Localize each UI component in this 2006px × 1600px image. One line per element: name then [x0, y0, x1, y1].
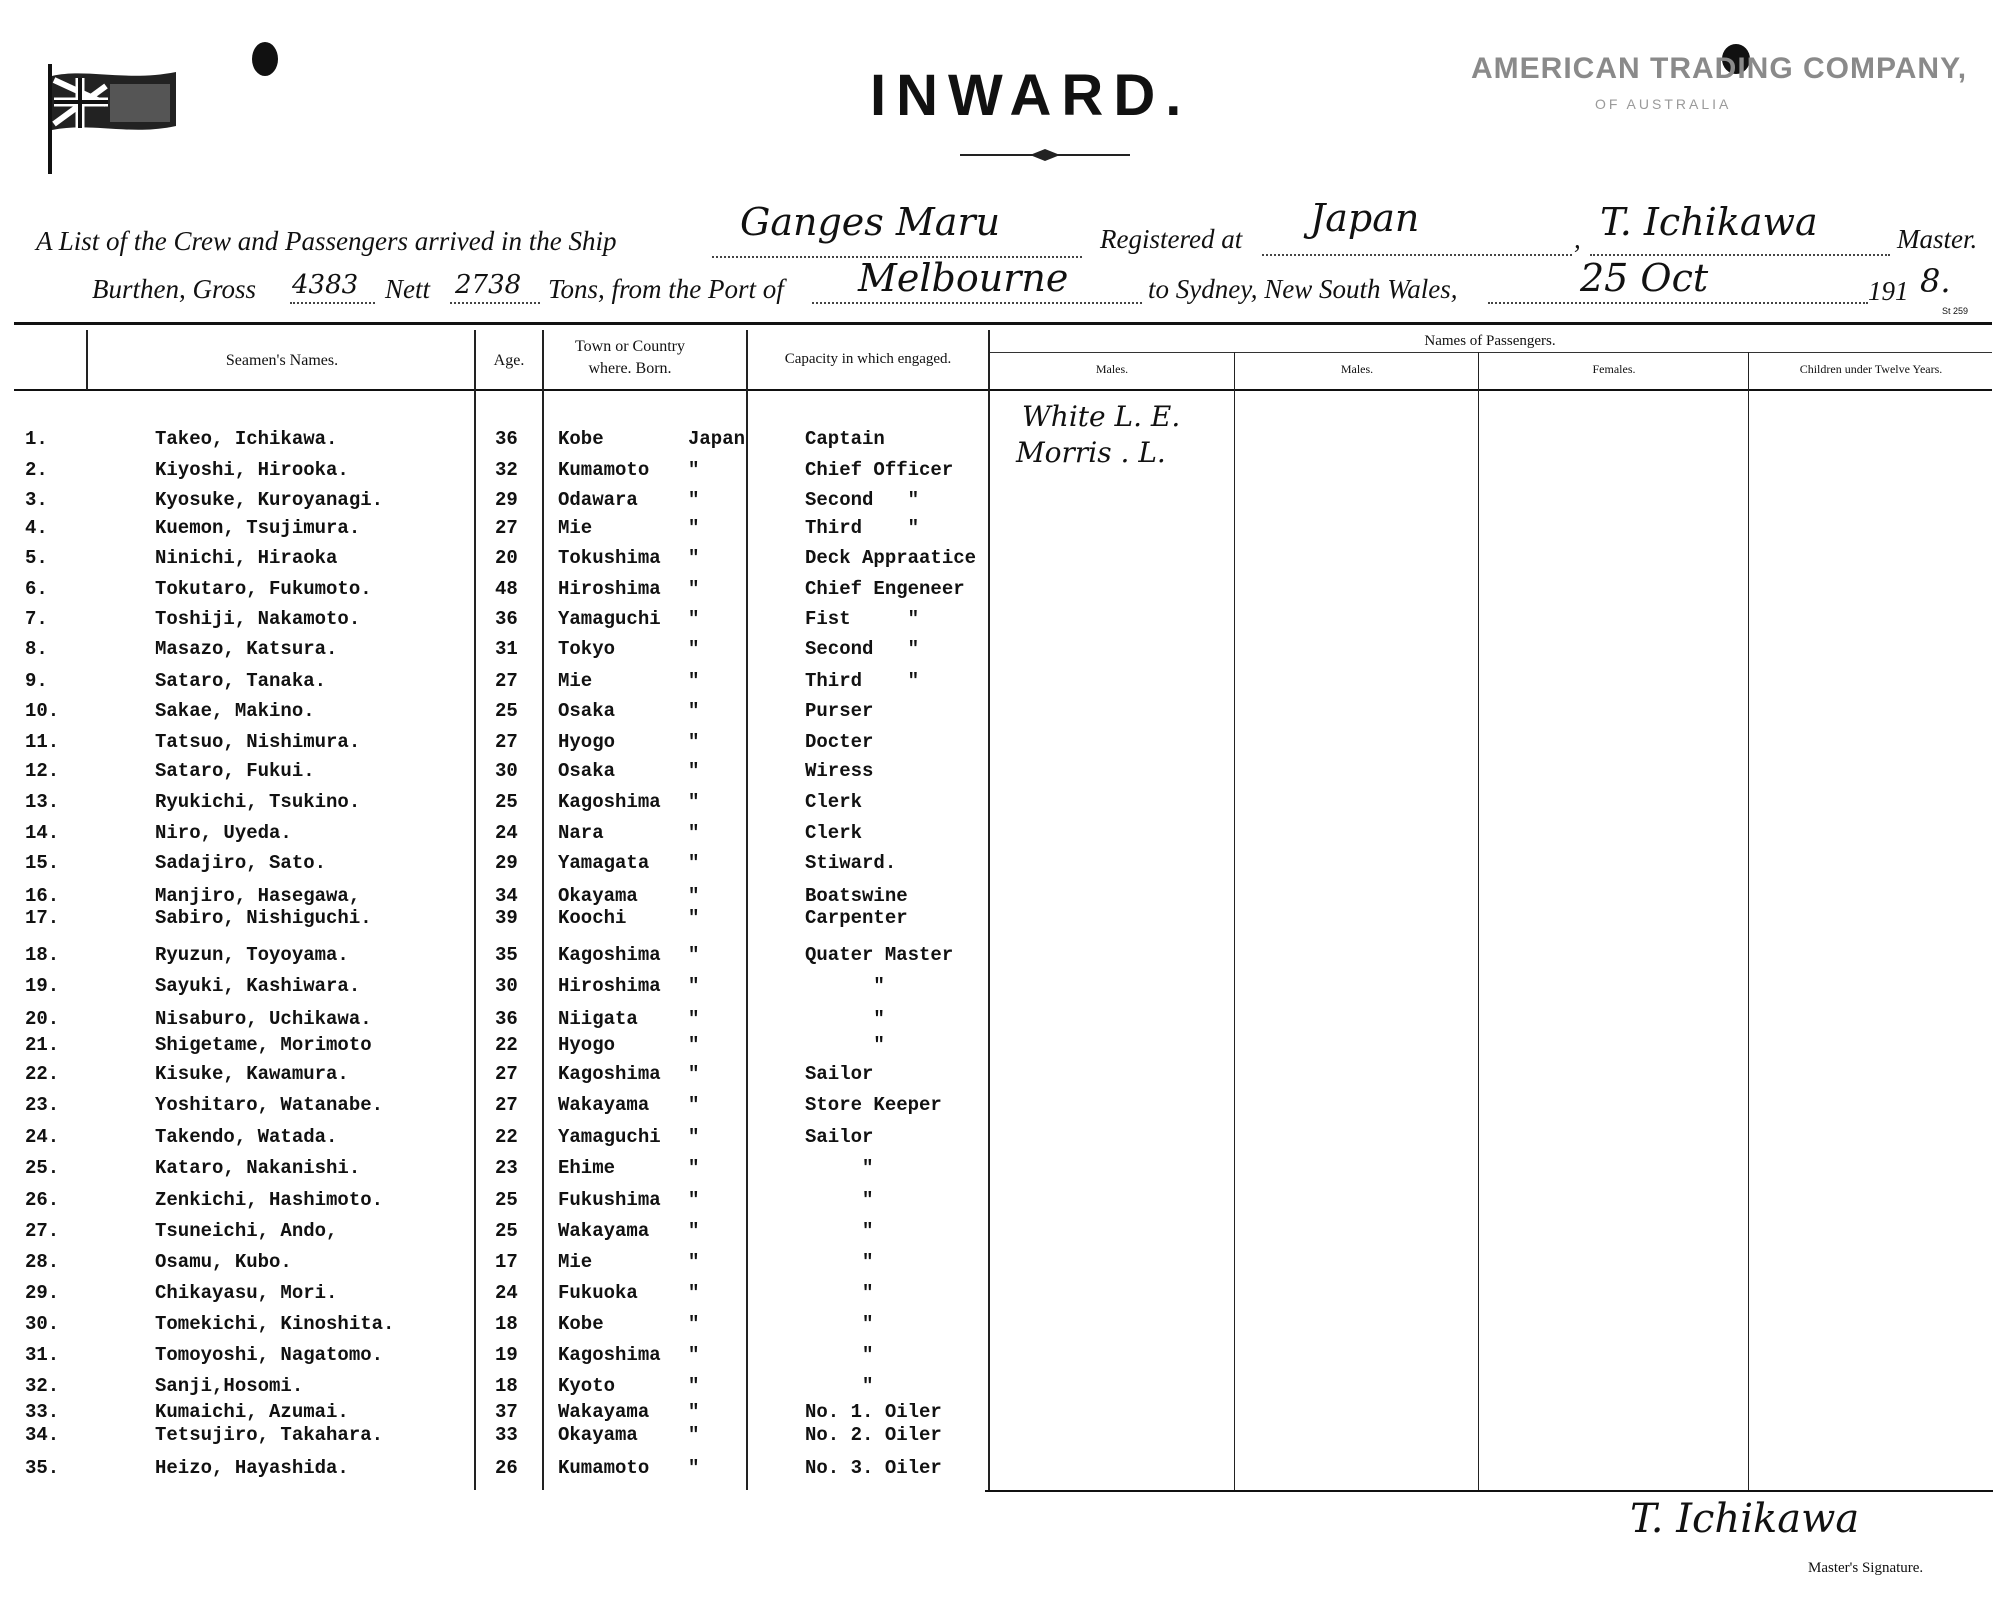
crew-capacity: Sailor: [805, 1063, 874, 1085]
crew-number: 34.: [25, 1424, 60, 1446]
crew-name: Tomekichi, Kinoshita.: [155, 1313, 395, 1335]
crew-age: 35: [495, 944, 518, 966]
crew-row: [0, 1375, 2006, 1397]
crew-age: 17: [495, 1251, 518, 1273]
crew-capacity: ": [805, 1189, 874, 1211]
crew-birthplace: Yamaguchi: [558, 608, 661, 630]
nett-label: Nett: [385, 274, 430, 304]
crew-birthplace: Mie: [558, 670, 593, 692]
crew-age: 27: [495, 517, 518, 539]
crew-row: [0, 1401, 2006, 1423]
crew-country: ": [688, 1126, 700, 1148]
crew-birthplace: Hyogo: [558, 731, 616, 753]
crew-birthplace: Kagoshima: [558, 1063, 661, 1085]
crew-country: ": [688, 1282, 700, 1304]
crew-birthplace: Yamagata: [558, 852, 650, 874]
crew-name: Ninichi, Hiraoka: [155, 547, 338, 569]
crew-capacity: Third ": [805, 517, 920, 539]
table-header-rule: [14, 389, 1992, 391]
crew-birthplace: Yamaguchi: [558, 1126, 661, 1148]
from-port: Melbourne: [858, 256, 1069, 300]
crew-number: 25.: [25, 1157, 60, 1179]
crew-birthplace: Tokushima: [558, 547, 661, 569]
crew-name: Chikayasu, Mori.: [155, 1282, 338, 1304]
crew-age: 34: [495, 885, 518, 907]
crew-capacity: Carpenter: [805, 907, 908, 929]
crew-number: 9.: [25, 670, 48, 692]
crew-capacity: Clerk: [805, 791, 863, 813]
crew-name: Kiyoshi, Hirooka.: [155, 459, 349, 481]
crew-birthplace: Kumamoto: [558, 459, 650, 481]
crew-name: Kyosuke, Kuroyanagi.: [155, 489, 384, 511]
crew-age: 27: [495, 1094, 518, 1116]
crew-birthplace: Kobe: [558, 428, 604, 450]
crew-number: 2.: [25, 459, 48, 481]
crew-country: ": [688, 1251, 700, 1273]
crew-age: 36: [495, 1008, 518, 1030]
crew-number: 12.: [25, 760, 60, 782]
crew-number: 18.: [25, 944, 60, 966]
crew-age: 24: [495, 1282, 518, 1304]
crew-country: ": [688, 1313, 700, 1335]
crew-country: ": [688, 907, 700, 929]
passenger-subheader-rule: [990, 352, 1992, 353]
crew-name: Tsuneichi, Ando,: [155, 1220, 338, 1242]
crew-number: 21.: [25, 1034, 60, 1056]
crew-age: 22: [495, 1126, 518, 1148]
crew-capacity: Second ": [805, 489, 920, 511]
crew-capacity: Deck Appraatice: [805, 547, 977, 569]
ink-blot: [252, 42, 278, 76]
crew-capacity: Boatswine: [805, 885, 908, 907]
column-header-town: Town or Country where. Born.: [575, 338, 685, 377]
crew-capacity: Second ": [805, 638, 920, 660]
crew-age: 27: [495, 670, 518, 692]
year-prefix: 191: [1868, 276, 1909, 306]
ship-name: Ganges Maru: [740, 200, 1001, 244]
crew-birthplace: Fukuoka: [558, 1282, 638, 1304]
crew-capacity: Fist ": [805, 608, 920, 630]
crew-number: 14.: [25, 822, 60, 844]
crew-capacity: Captain: [805, 428, 885, 450]
crew-age: 25: [495, 1189, 518, 1211]
crew-capacity: ": [805, 1375, 874, 1397]
crew-number: 23.: [25, 1094, 60, 1116]
master-signature: T. Ichikawa: [1630, 1496, 1860, 1542]
crew-birthplace: Odawara: [558, 489, 638, 511]
crew-age: 23: [495, 1157, 518, 1179]
crew-birthplace: Kobe: [558, 1313, 604, 1335]
crew-birthplace: Niigata: [558, 1008, 638, 1030]
arrival-date: 25 Oct: [1580, 256, 1709, 300]
crew-country: Japan: [688, 428, 746, 450]
crew-birthplace: Hiroshima: [558, 975, 661, 997]
crew-age: 32: [495, 459, 518, 481]
crew-birthplace: Wakayama: [558, 1401, 650, 1423]
crew-capacity: No. 3. Oiler: [805, 1457, 942, 1479]
crew-capacity: ": [805, 1251, 874, 1273]
crew-country: ": [688, 885, 700, 907]
crew-age: 29: [495, 489, 518, 511]
crew-row: [0, 907, 2006, 929]
crew-country: ": [688, 1189, 700, 1211]
crew-country: ": [688, 975, 700, 997]
crew-country: ": [688, 1424, 700, 1446]
crew-country: ": [688, 608, 700, 630]
crew-row: [0, 760, 2006, 782]
crew-capacity: Sailor: [805, 1126, 874, 1148]
crew-birthplace: Osaka: [558, 760, 616, 782]
crew-row: [0, 1157, 2006, 1179]
crew-age: 25: [495, 1220, 518, 1242]
crew-row: [0, 885, 2006, 907]
crew-name: Takeo, Ichikawa.: [155, 428, 338, 450]
crew-name: Toshiji, Nakamoto.: [155, 608, 361, 630]
column-header-children: Children under Twelve Years.: [1799, 362, 1943, 376]
crew-row: [0, 975, 2006, 997]
crew-capacity: ": [805, 1008, 885, 1030]
crew-number: 16.: [25, 885, 60, 907]
crew-country: ": [688, 638, 700, 660]
crew-birthplace: Wakayama: [558, 1220, 650, 1242]
master-name: T. Ichikawa: [1600, 200, 1818, 244]
crew-number: 22.: [25, 1063, 60, 1085]
crew-number: 3.: [25, 489, 48, 511]
crew-capacity: Store Keeper: [805, 1094, 942, 1116]
form-code: St 259: [1942, 306, 1969, 316]
crew-number: 31.: [25, 1344, 60, 1366]
crew-age: 22: [495, 1034, 518, 1056]
crew-row: [0, 1220, 2006, 1242]
registered-at: Japan: [1310, 196, 1420, 240]
crew-country: ": [688, 1375, 700, 1397]
crew-name: Sayuki, Kashiwara.: [155, 975, 361, 997]
crew-birthplace: Fukushima: [558, 1189, 661, 1211]
crew-number: 13.: [25, 791, 60, 813]
table-top-rule: [14, 322, 1992, 325]
crew-birthplace: Mie: [558, 1251, 593, 1273]
crew-name: Sakae, Makino.: [155, 700, 315, 722]
crew-row: [0, 1313, 2006, 1335]
crew-age: 30: [495, 975, 518, 997]
crew-age: 20: [495, 547, 518, 569]
table-bottom-rule: [985, 1490, 1993, 1492]
crew-country: ": [688, 1457, 700, 1479]
crew-number: 11.: [25, 731, 60, 753]
crew-number: 10.: [25, 700, 60, 722]
crew-country: ": [688, 1401, 700, 1423]
crew-age: 19: [495, 1344, 518, 1366]
crew-age: 31: [495, 638, 518, 660]
crew-name: Sanji,Hosomi.: [155, 1375, 304, 1397]
crew-name: Sataro, Tanaka.: [155, 670, 327, 692]
crew-row: [0, 822, 2006, 844]
crew-country: ": [688, 1008, 700, 1030]
crew-country: ": [688, 1094, 700, 1116]
crew-number: 4.: [25, 517, 48, 539]
crew-name: Kisuke, Kawamura.: [155, 1063, 349, 1085]
crew-age: 27: [495, 1063, 518, 1085]
crew-birthplace: Koochi: [558, 907, 627, 929]
crew-row: [0, 1457, 2006, 1479]
crew-country: ": [688, 517, 700, 539]
crew-number: 32.: [25, 1375, 60, 1397]
signature-label: Master's Signature.: [1808, 1560, 1924, 1576]
crew-birthplace: Hyogo: [558, 1034, 616, 1056]
crew-age: 18: [495, 1313, 518, 1335]
crew-birthplace: Osaka: [558, 700, 616, 722]
crew-name: Heizo, Hayashida.: [155, 1457, 349, 1479]
crew-capacity: Chief Engeneer: [805, 578, 965, 600]
crew-number: 17.: [25, 907, 60, 929]
crew-number: 28.: [25, 1251, 60, 1273]
crew-birthplace: Tokyo: [558, 638, 616, 660]
crew-age: 39: [495, 907, 518, 929]
crew-birthplace: Nara: [558, 822, 604, 844]
crew-age: 30: [495, 760, 518, 782]
gross-tonnage: 4383: [292, 270, 359, 300]
year-suffix: 8.: [1920, 262, 1951, 300]
crew-row: [0, 670, 2006, 692]
crew-age: 24: [495, 822, 518, 844]
crew-number: 8.: [25, 638, 48, 660]
column-header-age: Age.: [493, 352, 525, 369]
crew-country: ": [688, 1157, 700, 1179]
crew-number: 7.: [25, 608, 48, 630]
crew-capacity: Purser: [805, 700, 874, 722]
crew-row: [0, 1424, 2006, 1446]
crew-row: [0, 428, 2006, 450]
crew-number: 19.: [25, 975, 60, 997]
crew-row: [0, 608, 2006, 630]
ornament-divider-icon: [960, 148, 1130, 162]
crew-capacity: ": [805, 1313, 874, 1335]
registered-label: Registered at: [1100, 224, 1243, 254]
crew-country: ": [688, 700, 700, 722]
crew-row: [0, 1094, 2006, 1116]
crew-age: 26: [495, 1457, 518, 1479]
crew-row: [0, 1008, 2006, 1030]
crew-name: Ryukichi, Tsukino.: [155, 791, 361, 813]
crew-age: 25: [495, 700, 518, 722]
crew-name: Kataro, Nakanishi.: [155, 1157, 361, 1179]
crew-row: [0, 1063, 2006, 1085]
crew-name: Zenkichi, Hashimoto.: [155, 1189, 384, 1211]
crew-country: ": [688, 791, 700, 813]
crew-row: [0, 638, 2006, 660]
crew-row: [0, 700, 2006, 722]
crew-country: ": [688, 822, 700, 844]
crew-row: [0, 1034, 2006, 1056]
crew-age: 36: [495, 608, 518, 630]
crew-birthplace: Ehime: [558, 1157, 616, 1179]
crew-row: [0, 1189, 2006, 1211]
crew-capacity: Docter: [805, 731, 874, 753]
nett-tonnage: 2738: [455, 270, 522, 300]
crew-row: [0, 731, 2006, 753]
crew-name: Kumaichi, Azumai.: [155, 1401, 349, 1423]
stamp-company-name: AMERICAN TRADING COMPANY,: [1471, 52, 1968, 85]
passenger-male-1: White L. E.: [1022, 400, 1181, 433]
crew-country: ": [688, 1220, 700, 1242]
crew-row: [0, 944, 2006, 966]
destination: to Sydney, New South Wales,: [1148, 274, 1458, 304]
crew-capacity: ": [805, 1282, 874, 1304]
crew-row: [0, 578, 2006, 600]
crew-name: Ryuzun, Toyoyama.: [155, 944, 349, 966]
crew-number: 24.: [25, 1126, 60, 1148]
crew-number: 6.: [25, 578, 48, 600]
crew-number: 26.: [25, 1189, 60, 1211]
crew-capacity: Third ": [805, 670, 920, 692]
passenger-male-2: Morris . L.: [1016, 436, 1166, 469]
crew-capacity: Stiward.: [805, 852, 897, 874]
crew-row: [0, 852, 2006, 874]
crew-name: Tetsujiro, Takahara.: [155, 1424, 384, 1446]
crew-capacity: Wiress: [805, 760, 874, 782]
crew-country: ": [688, 670, 700, 692]
crew-capacity: No. 1. Oiler: [805, 1401, 942, 1423]
column-header-names: Seamen's Names.: [225, 352, 339, 369]
column-header-passengers: Names of Passengers.: [1424, 333, 1556, 349]
crew-country: ": [688, 489, 700, 511]
crew-name: Tomoyoshi, Nagatomo.: [155, 1344, 384, 1366]
crew-number: 1.: [25, 428, 48, 450]
crew-number: 20.: [25, 1008, 60, 1030]
crew-age: 36: [495, 428, 518, 450]
crew-birthplace: Kagoshima: [558, 791, 661, 813]
crew-number: 15.: [25, 852, 60, 874]
crew-capacity: ": [805, 1034, 885, 1056]
crew-capacity: ": [805, 1157, 874, 1179]
registered-dotline: [1262, 254, 1572, 256]
crew-country: ": [688, 852, 700, 874]
crew-number: 30.: [25, 1313, 60, 1335]
crew-age: 18: [495, 1375, 518, 1397]
burthen-label: Burthen, Gross: [92, 274, 257, 304]
column-header-females: Females.: [1592, 362, 1636, 376]
port-label: Tons, from the Port of: [548, 274, 784, 304]
list-heading-prefix: A List of the Crew and Passengers arrived in the Ship: [36, 226, 617, 256]
crew-capacity: ": [805, 1220, 874, 1242]
crew-name: Nisaburo, Uchikawa.: [155, 1008, 372, 1030]
crew-birthplace: Mie: [558, 517, 593, 539]
crew-country: ": [688, 1063, 700, 1085]
crew-name: Masazo, Katsura.: [155, 638, 338, 660]
flag-icon: [36, 64, 181, 174]
crew-birthplace: Kagoshima: [558, 1344, 661, 1366]
crew-country: ": [688, 1344, 700, 1366]
column-header-males-2: Males.: [1340, 362, 1374, 376]
crew-birthplace: Hiroshima: [558, 578, 661, 600]
crew-country: ": [688, 760, 700, 782]
crew-row: [0, 489, 2006, 511]
crew-name: Tatsuo, Nishimura.: [155, 731, 361, 753]
crew-country: ": [688, 578, 700, 600]
crew-name: Sataro, Fukui.: [155, 760, 315, 782]
crew-name: Shigetame, Morimoto: [155, 1034, 372, 1056]
crew-country: ": [688, 944, 700, 966]
crew-name: Sabiro, Nishiguchi.: [155, 907, 372, 929]
company-stamp: [1465, 52, 1968, 147]
crew-number: 33.: [25, 1401, 60, 1423]
crew-capacity: ": [805, 1344, 874, 1366]
crew-country: ": [688, 547, 700, 569]
crew-name: Niro, Uyeda.: [155, 822, 292, 844]
crew-capacity: Quater Master: [805, 944, 954, 966]
crew-row: [0, 1344, 2006, 1366]
crew-country: ": [688, 1034, 700, 1056]
crew-age: 29: [495, 852, 518, 874]
crew-row: [0, 459, 2006, 481]
crew-row: [0, 517, 2006, 539]
crew-row: [0, 1126, 2006, 1148]
crew-capacity: ": [805, 975, 885, 997]
crew-age: 27: [495, 731, 518, 753]
crew-row: [0, 1251, 2006, 1273]
crew-age: 37: [495, 1401, 518, 1423]
crew-number: 27.: [25, 1220, 60, 1242]
crew-capacity: Chief Officer: [805, 459, 954, 481]
crew-name: Manjiro, Hasegawa,: [155, 885, 361, 907]
column-header-capacity: Capacity in which engaged.: [784, 351, 952, 367]
crew-name: Kuemon, Tsujimura.: [155, 517, 361, 539]
crew-capacity: No. 2. Oiler: [805, 1424, 942, 1446]
crew-row: [0, 547, 2006, 569]
stamp-subtitle: OF AUSTRALIA: [1595, 96, 1732, 112]
crew-birthplace: Okayama: [558, 1424, 638, 1446]
crew-age: 25: [495, 791, 518, 813]
crew-country: ": [688, 459, 700, 481]
crew-row: [0, 1282, 2006, 1304]
crew-name: Takendo, Watada.: [155, 1126, 338, 1148]
crew-number: 35.: [25, 1457, 60, 1479]
crew-birthplace: Kyoto: [558, 1375, 616, 1397]
crew-capacity: Clerk: [805, 822, 863, 844]
crew-number: 29.: [25, 1282, 60, 1304]
crew-name: Sadajiro, Sato.: [155, 852, 327, 874]
crew-country: ": [688, 731, 700, 753]
crew-birthplace: Kumamoto: [558, 1457, 650, 1479]
crew-age: 48: [495, 578, 518, 600]
crew-birthplace: Okayama: [558, 885, 638, 907]
document-title: INWARD.: [870, 63, 1192, 128]
master-label: Master.: [1897, 224, 1978, 254]
crew-name: Osamu, Kubo.: [155, 1251, 292, 1273]
crew-row: [0, 791, 2006, 813]
column-header-males-1: Males.: [1095, 362, 1129, 376]
crew-name: Yoshitaro, Watanabe.: [155, 1094, 384, 1116]
crew-age: 33: [495, 1424, 518, 1446]
crew-birthplace: Kagoshima: [558, 944, 661, 966]
crew-number: 5.: [25, 547, 48, 569]
crew-name: Tokutaro, Fukumoto.: [155, 578, 372, 600]
crew-birthplace: Wakayama: [558, 1094, 650, 1116]
